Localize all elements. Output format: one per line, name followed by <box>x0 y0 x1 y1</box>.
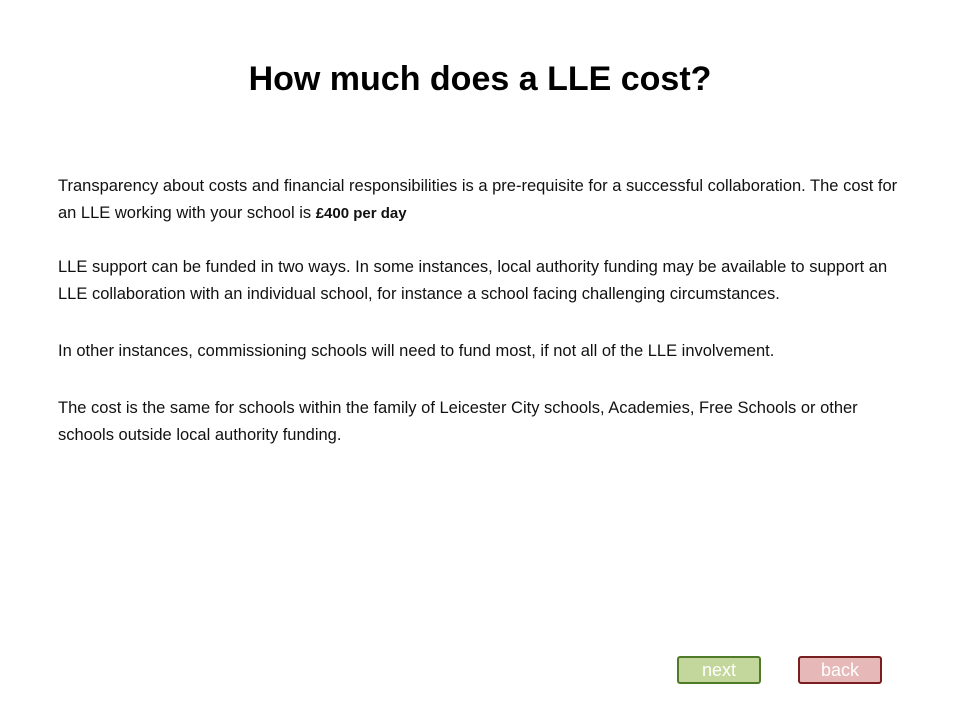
slide-title: How much does a LLE cost? <box>248 60 712 98</box>
paragraph-transparency-text: Transparency about costs and financial responsibilities is a pre-requisite for a successful collaboration. The cost for an LLE working with your school is <box>58 177 898 222</box>
next-button[interactable]: next <box>677 656 761 684</box>
paragraph-commissioning: In other instances, commissioning schools will need to fund most, if not all of the LLE involvement. <box>58 342 775 360</box>
paragraph-transparency <box>58 173 903 227</box>
daily-cost-value: £400 per day <box>315 205 407 222</box>
slide-body <box>58 173 903 449</box>
back-button[interactable]: back <box>798 656 882 684</box>
paragraph-funding-ways: LLE support can be funded in two ways. In some instances, local authority funding may be available to support an LLE collaboration with an individual school, for instance a school facing challenging circumstances. <box>58 258 888 303</box>
paragraph-same-cost: The cost is the same for schools within the family of Leicester City schools, Academies, Free Schools or other schools outside local authority funding. <box>58 399 858 444</box>
